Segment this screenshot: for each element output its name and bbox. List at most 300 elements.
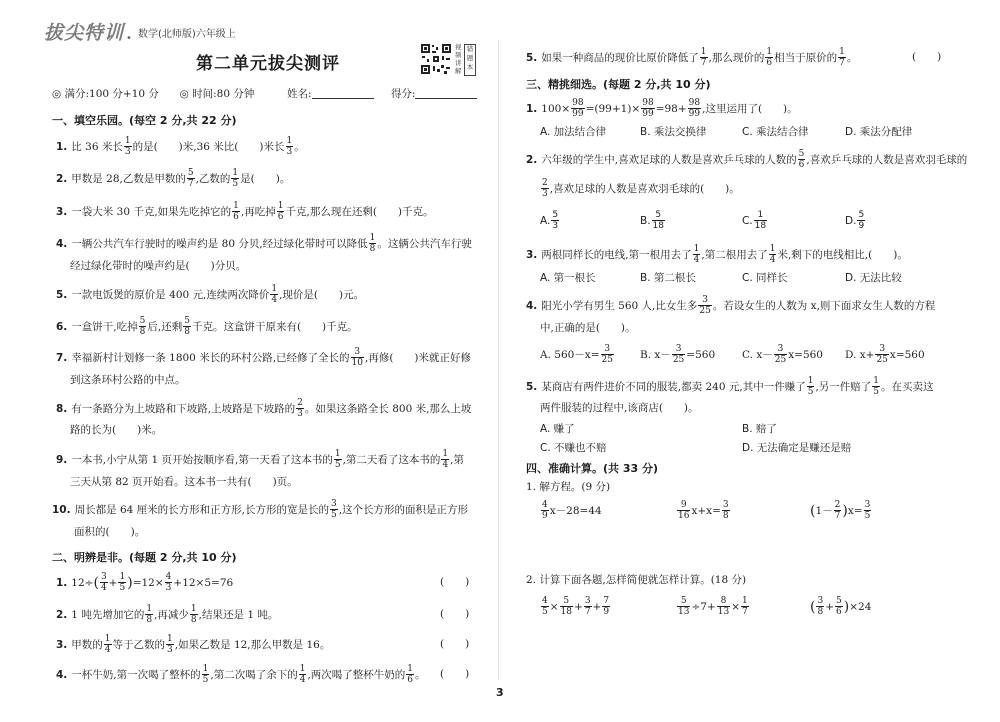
- text-run: =560: [686, 348, 716, 361]
- text-run: 有一条路分为上坡路和下坡路,上坡路是下坡路的: [71, 402, 296, 415]
- text-run: ,喜欢足球的人数是喜欢羽毛球的( )。: [549, 182, 740, 195]
- fraction-numerator: 98: [688, 98, 701, 108]
- fraction-denominator: 5: [202, 675, 209, 685]
- choice-question-5-cont: 两件服装的过程中,该商店( )。: [540, 402, 699, 414]
- text-run: 相当于原价的: [774, 51, 838, 64]
- fraction: [835, 596, 843, 617]
- fraction-numerator: 2: [834, 500, 841, 510]
- fraction: [441, 449, 449, 470]
- fraction: [541, 178, 549, 199]
- fraction-numerator: 1: [807, 376, 814, 386]
- text-run: 一杯牛奶,第一次喝了整杯的: [71, 668, 201, 681]
- text-run: 两根同样长的电线,第一根用去了: [541, 248, 692, 261]
- fraction-denominator: 8: [817, 607, 824, 617]
- text-run: ,两次喝了整杯牛奶的: [307, 668, 406, 681]
- judge-answer-1[interactable]: ( ): [440, 576, 470, 588]
- fraction-numerator: 9: [677, 500, 690, 511]
- fraction-numerator: 1: [334, 449, 341, 459]
- choice-question-4-cont: 中,正确的是( )。: [540, 322, 636, 334]
- fraction-numerator: 3: [100, 572, 107, 582]
- text-run: 千克,那么现在还剩( )千克。: [285, 205, 434, 218]
- text-run: ,这里运用了( )。: [702, 102, 798, 115]
- choice-2-option-a[interactable]: [540, 210, 560, 231]
- text-run: 六年级的学生中,喜欢足球的人数是喜欢乒乓球的人数的: [541, 153, 797, 166]
- text-run: 一本书,小宁从第 1 页开始按顺序看,第一天看了这本书的: [71, 453, 333, 466]
- fraction: [872, 376, 880, 397]
- fraction-denominator: 3: [286, 147, 293, 157]
- fraction-numerator: 5: [187, 168, 194, 178]
- fraction: [369, 233, 377, 254]
- text-run: 一袋大米 30 千克,如果先吃掉它的: [71, 205, 232, 218]
- fraction-denominator: 7: [834, 511, 841, 521]
- judge-answer-4[interactable]: ( ): [440, 668, 470, 680]
- text-run: 1－: [815, 504, 833, 517]
- text-run: 的是( )米,36 米比( )米长: [132, 140, 285, 153]
- text-run: 一款电饭煲的原价是 400 元,连续两次降价: [71, 288, 270, 301]
- fraction-numerator: 1: [766, 47, 773, 57]
- fill-question-5[interactable]: 5. 一款电饭煲的原价是 400 元,连续两次降价 $\frac{1}{4}$ ,现价是( )元。: [56, 284, 365, 305]
- text-run: ×24: [849, 600, 872, 613]
- fraction-numerator: 3: [698, 295, 711, 306]
- fill-question-9[interactable]: 9. 一本书,小宁从第 1 页开始按顺序看,第一天看了这本书的 $\frac{1}{5}$ ,第二天看了这本书的 $\frac{1}{4}$ ,第: [56, 449, 464, 470]
- text-run: 。: [415, 668, 426, 681]
- fraction-denominator: 9: [542, 511, 548, 521]
- section-fill-heading: 一、填空乐园。(每空 2 分,共 22 分): [52, 114, 237, 127]
- text-run: 比 36 米长: [71, 140, 123, 153]
- text-run: ÷7+: [691, 600, 716, 613]
- choice-1-option-b[interactable]: B. 乘法交换律: [640, 126, 707, 138]
- fraction-denominator: 3: [552, 221, 559, 231]
- fraction-denominator: 25: [876, 355, 888, 365]
- fraction-numerator: 3: [351, 347, 364, 358]
- text-run: D. x+: [845, 348, 875, 361]
- fraction-denominator: 16: [678, 511, 690, 521]
- fraction-numerator: 3: [584, 596, 591, 606]
- text-run: ,那么现价的: [708, 51, 765, 64]
- fraction-denominator: 18: [560, 607, 572, 617]
- fraction: [838, 47, 846, 68]
- fill-question-4-cont: 经过绿化带时的噪声约是( )分贝。: [70, 260, 247, 272]
- choice-4-option-c[interactable]: [742, 344, 823, 365]
- text-run: x=560: [788, 348, 823, 361]
- fraction: [652, 210, 665, 231]
- choice-4-option-a[interactable]: [540, 344, 615, 365]
- text-run: x=: [847, 504, 863, 517]
- text-run: 。这辆公共汽车行驶: [377, 237, 472, 250]
- text-run: 是( )。: [240, 172, 291, 185]
- fill-question-2[interactable]: 2. 甲数是 28,乙数是甲数的 $\frac{5}{7}$ ,乙数的 $\frac{1}{5}$ 是( )。: [56, 168, 291, 189]
- fraction-numerator: 1: [873, 376, 880, 386]
- fraction-numerator: 1: [839, 47, 845, 57]
- text-run: 周长都是 64 厘米的长方形和正方形,长方形的宽是长的: [74, 503, 329, 516]
- calc-question-2-label: 2. 计算下面各题,怎样简便就怎样计算。(18 分): [526, 574, 747, 586]
- text-run: ,乙数的: [195, 172, 231, 185]
- score-blank[interactable]: [415, 88, 477, 99]
- section-choice-heading: 三、精挑细选。(每题 2 分,共 10 分): [526, 78, 711, 91]
- text-run: +: [574, 600, 583, 613]
- choice-question-4[interactable]: 4. 阳光小学有男生 560 人,比女生多 $\frac{3}{25}$ 。若设女生的人数为 x,则下面求女生人数的方程: [526, 295, 936, 316]
- expression-2[interactable]: [676, 596, 750, 617]
- paren-glyph: (: [810, 598, 816, 615]
- text-run: ,第: [450, 453, 464, 466]
- choice-3-option-c[interactable]: C. 同样长: [742, 272, 788, 284]
- expression-3[interactable]: [810, 596, 871, 617]
- fill-question-4[interactable]: 4. 一辆公共汽车行驶时的噪声约是 80 分贝,经过绿化带时可以降低 $\frac{1}{8}$ 。这辆公共汽车行驶: [56, 233, 472, 254]
- text-run: 100×: [541, 102, 571, 115]
- fraction-numerator: 3: [875, 344, 888, 355]
- fraction-numerator: 8: [717, 596, 730, 607]
- fraction-numerator: 4: [542, 500, 548, 510]
- text-run: x－28=44: [549, 504, 602, 517]
- judge-answer-2[interactable]: ( ): [440, 608, 470, 620]
- fraction: [672, 344, 685, 365]
- qr-code-icon[interactable]: [420, 43, 452, 75]
- fraction-denominator: 6: [277, 212, 284, 222]
- fraction: [769, 244, 777, 265]
- fraction-numerator: 1: [271, 284, 278, 294]
- text-run: ,这个长方形的面积是正方形: [338, 503, 469, 516]
- fraction-denominator: 5: [873, 387, 880, 397]
- fraction-denominator: 4: [299, 675, 306, 685]
- fraction-numerator: 1: [104, 634, 111, 644]
- judge-answer-5[interactable]: ( ): [912, 51, 942, 63]
- fill-question-6[interactable]: 6. 一盒饼干,吃掉 $\frac{5}{8}$ 后,还剩 $\frac{5}{8}$ 千克。这盒饼干原来有( )千克。: [56, 316, 358, 337]
- text-run: ,结果还是 1 吨。: [198, 608, 279, 621]
- choice-4-option-b[interactable]: [640, 344, 715, 365]
- fraction: [698, 295, 711, 316]
- text-run: ,第二根用去了: [701, 248, 768, 261]
- fraction: [183, 316, 191, 337]
- choice-question-5[interactable]: 5. 某商店有两件进价不同的服装,都卖 240 元,其中一件赚了 $\frac{1}{5}$ ,另一件赔了 $\frac{1}{5}$ 。在买卖这: [526, 376, 934, 397]
- fraction-numerator: 1: [369, 233, 376, 243]
- text-run: C.: [742, 214, 753, 227]
- fill-question-7-cont: 到这条环村公路的中点。: [70, 374, 186, 386]
- full-score-label: ◎ 满分:100 分+10 分: [52, 88, 159, 100]
- text-run: ,再吃掉: [240, 205, 276, 218]
- fraction-denominator: 3: [124, 147, 131, 157]
- choice-2-option-b[interactable]: [640, 210, 666, 231]
- paren-glyph: (: [810, 502, 816, 519]
- fraction-numerator: 3: [722, 500, 729, 510]
- fraction: [641, 98, 654, 119]
- fraction: [541, 596, 549, 617]
- text-run: 如果一种商品的现价比原价降低了: [541, 51, 699, 64]
- text-run: 后,还剩: [147, 320, 183, 333]
- fill-question-8[interactable]: 8. 有一条路分为上坡路和下坡路,上坡路是下坡路的 $\frac{2}{3}$ 。如果这条路全长 800 米,那么上坡: [56, 398, 472, 419]
- column-divider: [498, 40, 499, 680]
- score-label: 得分:: [390, 88, 416, 100]
- equation-1[interactable]: [540, 500, 602, 521]
- fraction: [602, 596, 610, 617]
- fraction-numerator: 1: [190, 604, 197, 614]
- fraction-numerator: 1: [277, 201, 284, 211]
- fraction-numerator: 4: [542, 596, 548, 606]
- fraction-numerator: 3: [774, 344, 787, 355]
- fraction: [100, 572, 108, 593]
- fraction: [717, 596, 730, 617]
- equation-3[interactable]: [810, 500, 872, 521]
- brand-logo: 拔尖特训: [44, 22, 125, 44]
- fraction-numerator: 3: [330, 499, 337, 509]
- fraction-denominator: 4: [100, 583, 107, 593]
- error-book-badge: 错题本: [464, 44, 476, 76]
- brand-separator: •: [126, 33, 132, 44]
- fill-question-3[interactable]: 3. 一袋大米 30 千克,如果先吃掉它的 $\frac{1}{6}$ ,再吃掉 $\frac{1}{6}$ 千克,那么现在还剩( )千克。: [56, 201, 434, 222]
- fraction: [118, 572, 126, 593]
- calc-question-1-label: 1. 解方程。(9 分): [526, 481, 611, 493]
- fraction-numerator: 1: [146, 604, 153, 614]
- judge-question-3[interactable]: 3. 甲数的 $\frac{1}{4}$ 等于乙数的 $\frac{1}{3}$ ,如果乙数是 12,那么甲数是 16。: [56, 634, 331, 655]
- fraction-denominator: 6: [766, 58, 773, 68]
- exam-meta-line: [52, 86, 491, 101]
- fraction: [677, 500, 690, 521]
- fraction-numerator: 5: [552, 210, 559, 220]
- fraction-denominator: 9: [858, 221, 865, 231]
- fraction: [299, 664, 307, 685]
- fraction: [722, 500, 730, 521]
- judge-question-1[interactable]: 1. 12÷( $\frac{3}{4}$ + $\frac{1}{5}$ )=12× $\frac{4}{3}$ +12×5=76: [56, 572, 234, 593]
- fill-question-8-cont: 路的长为( )米。: [70, 424, 163, 436]
- fraction-denominator: 3: [165, 583, 172, 593]
- fraction-numerator: 1: [202, 664, 209, 674]
- fraction: [187, 168, 195, 189]
- choice-5-option-d[interactable]: D. 无法确定是赚还是赔: [742, 442, 852, 454]
- fraction-denominator: 5: [807, 387, 814, 397]
- fraction: [124, 136, 132, 157]
- text-run: 1 吨先增加它的: [71, 608, 145, 621]
- text-run: 。: [846, 51, 858, 64]
- name-label: 姓名:: [287, 88, 312, 100]
- fraction: [286, 136, 294, 157]
- fraction: [741, 596, 749, 617]
- fraction: [104, 634, 112, 655]
- fill-question-10-cont: 面积的( )。: [74, 526, 146, 538]
- fraction: [145, 604, 153, 625]
- fraction-numerator: 1: [742, 596, 748, 606]
- fraction-numerator: 4: [165, 572, 172, 582]
- fraction: [190, 604, 198, 625]
- fraction: [334, 449, 342, 470]
- fraction: [816, 596, 824, 617]
- choice-1-option-a[interactable]: A. 加法结合律: [540, 126, 607, 138]
- fraction: [560, 596, 573, 617]
- equation-2[interactable]: [676, 500, 731, 521]
- section-judge-heading: 二、明辨是非。(每题 2 分,共 10 分): [52, 551, 237, 564]
- text-run: +: [592, 600, 602, 613]
- fraction: [601, 344, 614, 365]
- fraction-numerator: 5: [560, 596, 573, 607]
- paren-glyph: ): [127, 574, 133, 591]
- choice-5-option-a[interactable]: A. 赚了: [540, 423, 575, 435]
- text-run: A. 560－x=: [540, 348, 600, 361]
- fraction-denominator: 18: [652, 221, 664, 231]
- text-run: ,再修( )米就正好修: [364, 351, 472, 364]
- expression-1[interactable]: [540, 596, 611, 617]
- fraction-numerator: 3: [817, 596, 824, 606]
- qr-caption: 视频讲解: [455, 43, 462, 75]
- fraction: [277, 201, 285, 222]
- text-run: x=560: [889, 348, 925, 361]
- text-run: 一盒饼干,吃掉: [71, 320, 138, 333]
- fill-question-1[interactable]: 1. 比 36 米长 $\frac{1}{3}$ 的是( )米,36 米比( )米长 $\frac{1}{3}$ 。: [56, 136, 305, 157]
- choice-1-option-c[interactable]: C. 乘法结合律: [742, 126, 809, 138]
- fraction: [584, 596, 592, 617]
- fraction-numerator: 2: [297, 398, 303, 408]
- text-run: 米,剩下的电线相比,( )。: [777, 248, 908, 261]
- fraction: [139, 316, 147, 337]
- text-run: =98+: [655, 102, 687, 115]
- fraction-numerator: 1: [167, 634, 173, 644]
- text-run: 千克。这盒饼干原来有( )千克。: [191, 320, 358, 333]
- text-run: B.: [640, 214, 651, 227]
- text-run: D.: [845, 214, 857, 227]
- fraction-denominator: 5: [232, 179, 239, 189]
- fraction-denominator: 5: [330, 510, 337, 520]
- fraction-denominator: 8: [146, 615, 153, 625]
- paren-glyph: ): [843, 598, 850, 615]
- fraction-denominator: 5: [334, 460, 341, 470]
- fraction: [765, 47, 773, 68]
- fraction: [202, 664, 210, 685]
- text-run: =(99+1)×: [585, 102, 641, 115]
- fraction-denominator: 4: [271, 295, 278, 305]
- fraction: [571, 98, 584, 119]
- fraction-denominator: 5: [864, 511, 871, 521]
- choice-3-option-b[interactable]: B. 第二根长: [640, 272, 696, 284]
- fraction-denominator: 25: [601, 355, 613, 365]
- text-run: A.: [540, 214, 551, 227]
- text-run: ,如果乙数是 12,那么甲数是 16。: [174, 638, 331, 651]
- text-run: ×: [731, 600, 740, 613]
- choice-2-option-d[interactable]: [845, 210, 866, 231]
- fraction-denominator: 8: [184, 327, 190, 337]
- text-run: 。在买卖这: [881, 380, 934, 393]
- text-run: 。: [294, 140, 305, 153]
- fraction-numerator: 1: [442, 449, 449, 459]
- fraction: [231, 168, 239, 189]
- fraction-numerator: 1: [693, 244, 700, 254]
- fraction-numerator: 1: [286, 136, 293, 146]
- fraction: [166, 634, 174, 655]
- name-blank[interactable]: [312, 88, 374, 99]
- judge-answer-3[interactable]: ( ): [440, 638, 470, 650]
- exam-title: 第二单元拔尖测评: [196, 54, 340, 74]
- fraction: [798, 149, 806, 170]
- fraction-numerator: 1: [769, 244, 776, 254]
- fraction: [330, 499, 338, 520]
- text-run: 幸福新村计划修一条 1800 米长的环村公路,已经修了全长的: [71, 351, 350, 364]
- fill-question-9-cont: 三天从第 82 页开始看。这本书一共有( )页。: [70, 476, 298, 488]
- fraction-denominator: 99: [688, 109, 701, 119]
- fill-question-7[interactable]: 7. 幸福新村计划修一条 1800 米长的环村公路,已经修了全长的 $\frac{3}{10}$ ,再修( )米就正好修: [56, 347, 472, 368]
- fraction-numerator: 98: [572, 98, 584, 108]
- paren-glyph: ): [842, 502, 848, 519]
- text-run: C. x－: [742, 348, 773, 361]
- fraction-numerator: 5: [139, 316, 146, 326]
- fraction-numerator: 98: [642, 98, 654, 108]
- fraction-numerator: 5: [836, 596, 842, 606]
- choice-4-option-d[interactable]: [845, 344, 925, 365]
- fraction-denominator: 7: [700, 58, 707, 68]
- fraction-denominator: 4: [769, 255, 776, 265]
- fraction: [551, 210, 559, 231]
- fraction-denominator: 25: [699, 306, 711, 316]
- fraction-numerator: 3: [864, 500, 871, 510]
- fraction-denominator: 13: [717, 607, 730, 617]
- fraction-numerator: 5: [677, 596, 690, 607]
- fraction: [688, 98, 701, 119]
- text-run: B. x－: [640, 348, 671, 361]
- fraction-numerator: 1: [754, 210, 767, 221]
- text-run: =12×: [132, 576, 164, 589]
- fraction-denominator: 5: [542, 607, 548, 617]
- fraction: [270, 284, 278, 305]
- judge-question-4[interactable]: 4. 一杯牛奶,第一次喝了整杯的 $\frac{1}{5}$ ,第二次喝了余下的 $\frac{1}{4}$ ,两次喝了整杯牛奶的 $\frac{1}{6}$ 。: [56, 664, 426, 685]
- judge-question-2[interactable]: 2. 1 吨先增加它的 $\frac{1}{8}$ ,再减少 $\frac{1}{8}$ ,结果还是 1 吨。: [56, 604, 279, 625]
- choice-1-option-d[interactable]: D. 乘法分配律: [845, 126, 913, 138]
- fraction-numerator: 5: [798, 149, 805, 159]
- fraction: [807, 376, 815, 397]
- fraction-numerator: 1: [700, 47, 707, 57]
- fraction-numerator: 1: [124, 136, 131, 146]
- choice-3-option-a[interactable]: A. 第一根长: [540, 272, 596, 284]
- fraction-denominator: 99: [642, 109, 654, 119]
- page-number: 3: [496, 686, 504, 699]
- fraction-denominator: 6: [407, 675, 414, 685]
- fraction-denominator: 7: [839, 58, 845, 68]
- subject-label: 数学(北师版)六年级上: [138, 29, 236, 40]
- fraction-denominator: 8: [139, 327, 146, 337]
- fraction-numerator: 1: [119, 572, 126, 582]
- text-run: ,再减少: [154, 608, 189, 621]
- fraction-denominator: 10: [351, 358, 363, 368]
- fraction: [232, 201, 240, 222]
- choice-5-option-c[interactable]: C. 不赚也不赔: [540, 442, 607, 454]
- fill-question-10[interactable]: 10. 周长都是 64 厘米的长方形和正方形,长方形的宽是长的 $\frac{3}{5}$ ,这个长方形的面积是正方形: [52, 499, 469, 520]
- fraction: [541, 500, 549, 521]
- choice-question-2[interactable]: 2. 六年级的学生中,喜欢足球的人数是喜欢乒乓球的人数的 $\frac{5}{6}$ ,喜欢乒乓球的人数是喜欢羽毛球的: [526, 149, 968, 170]
- fraction: [296, 398, 304, 419]
- section-calc-heading: 四、准确计算。(共 33 分): [526, 462, 659, 475]
- fraction: [754, 210, 767, 231]
- choice-5-option-b[interactable]: B. 赔了: [742, 423, 777, 435]
- text-run: 甲数的: [71, 638, 103, 651]
- fraction: [677, 596, 690, 617]
- fraction-numerator: 1: [233, 201, 239, 211]
- fraction-denominator: 7: [584, 607, 591, 617]
- fraction-denominator: 9: [603, 607, 610, 617]
- text-run: 。如果这条路全长 800 米,那么上坡: [304, 402, 472, 415]
- text-run: 12÷: [71, 576, 94, 589]
- fraction-denominator: 7: [187, 179, 194, 189]
- fraction-denominator: 6: [798, 160, 805, 170]
- judge-question-5[interactable]: 5. 如果一种商品的现价比原价降低了 $\frac{1}{7}$ ,那么现价的 $\frac{1}{6}$ 相当于原价的 $\frac{1}{7}$ 。: [526, 47, 858, 68]
- choice-question-1[interactable]: 1. 100× $\frac{98}{99}$ =(99+1)× $\frac{98}{99}$ =98+ $\frac{98}{99}$ ,这里运用了( )。: [526, 98, 798, 119]
- fraction-numerator: 3: [601, 344, 614, 355]
- choice-question-3[interactable]: 3. 两根同样长的电线,第一根用去了 $\frac{1}{4}$ ,第二根用去了 $\frac{1}{4}$ 米,剩下的电线相比,( )。: [526, 244, 908, 265]
- text-run: ,现价是( )元。: [279, 288, 365, 301]
- choice-3-option-d[interactable]: D. 无法比较: [845, 272, 902, 284]
- fraction: [875, 344, 888, 365]
- fraction-numerator: 5: [858, 210, 865, 220]
- choice-2-option-c[interactable]: [742, 210, 768, 231]
- fraction: [774, 344, 787, 365]
- text-run: 一辆公共汽车行驶时的噪声约是 80 分贝,经过绿化带时可以降低: [71, 237, 368, 250]
- fraction: [834, 500, 842, 521]
- fraction: [406, 664, 414, 685]
- fraction-denominator: 8: [369, 244, 376, 254]
- text-run: 阳光小学有男生 560 人,比女生多: [541, 299, 698, 312]
